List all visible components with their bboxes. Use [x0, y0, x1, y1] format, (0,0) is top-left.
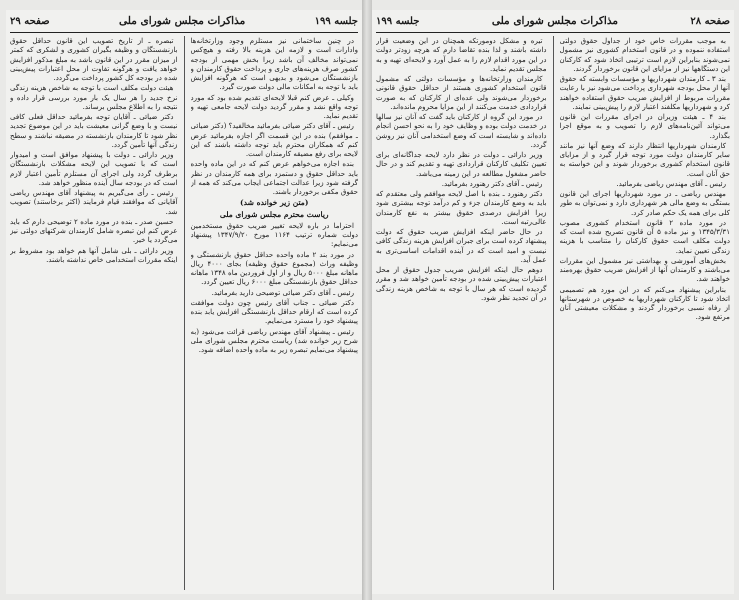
paragraph: حسین صدر ـ بنده در مورد ماده ۲ توضیحی دارم که باید عرض کنم این تبصره شامل کارمندان شرکتهای دولتی نیز می‌گردد یا خیر. — [10, 216, 178, 245]
left-page-header — [10, 10, 358, 33]
left-page-number: صفحه ۲۹ — [10, 15, 50, 27]
right-page — [372, 10, 734, 594]
right-page-header — [376, 10, 730, 33]
paragraph: در چنین ساختمانی نیز مستلزم وجود وزارتخانه‌ها وادارات است و لازمه این هزینه بالا رفته و هیچ‌کس نمی‌تواند مخالف آن باشد زیرا بخش مهمی از بودجه کشور صرف هزینه‌های جاری و پرداخت حقوق کارمندان و بازنشستگان می‌شود و بدیهی است که هرگونه افزایش باید با توجه به امکانات مالی دولت صورت گیرد. — [190, 36, 358, 92]
paragraph: بخش‌های آموزشی و بهداشتی نیز مشمول این مقررات می‌باشند و کارمندان آنها از افزایش ضریب حقوق بهره‌مند خواهند شد. — [559, 255, 730, 284]
paragraph: وزیر دارائی ـ بلی شامل آنها هم خواهد بود مشروط بر اینکه مقررات استخدامی خاص نداشته باشند. — [10, 245, 178, 264]
paragraph: بند ۴ ـ هیئت وزیران در اجرای مقررات این قانون می‌تواند آئین‌نامه‌های لازم را تصویب و به موقع اجرا بگذارد. — [559, 112, 730, 140]
paragraph: هیئت دولت مکلف است با توجه به شاخص هزینه زندگی نرخ جدید را هر سال یک بار مورد بررسی قرار داده و نتیجه را به اطلاع مجلس برساند. — [10, 83, 178, 111]
paragraph: وزیر دارائی ـ دولت با پیشنهاد موافق است و امیدوار است که با تصویب این لایحه مشکلات بازنشستگان برطرف گردد ولی اجرای آن مستلزم تأمین اعتبار لازم است که در بودجه سال آینده منظور خواهد شد. — [10, 150, 178, 187]
paragraph: در مورد ماده ۲ قانون استخدام کشوری مصوب ۱۳۴۵/۳/۳۱ و نیز ماده ۵ آن قانون تصریح شده است که دولت مکلف است حقوق کارکنان را متناسب با هزینه زندگی تعیین نماید. — [559, 217, 730, 255]
left-page-columns — [10, 36, 358, 590]
right-page-column-right — [560, 36, 731, 590]
paragraph: رئیس ـ آقای دکتر ضیائی بفرمائید مخالفید؟ (دکتر ضیائی ـ موافقم) بنده در این قسمت اگر اجازه بفرمائید عرض کنم که همکاران محترم باید توجه داشته باشند که این لایحه برای رفع مضیقه کارمندان است. — [190, 121, 358, 158]
paragraph: مهندس ریاضی ـ در مورد شهرداریها اجرای این قانون بستگی به وضع مالی هر شهرداری دارد و نمی‌توان به طور کلی برای همه یک حکم صادر کرد. — [559, 189, 730, 217]
paragraph: رئیس ـ پیشنهاد آقای مهندس ریاضی قرائت می‌شود (به شرح زیر خوانده شد) ریاست محترم مجلس شورای ملی پیشنهاد می‌نمایم تبصره زیر به ماده واحده اضافه شود. — [190, 326, 358, 354]
right-page-session: جلسه ۱۹۹ — [376, 15, 420, 27]
paragraph: بنابراین پیشنهاد می‌کنم که در این مورد هم تصمیمی اتخاذ شود تا کارکنان شهرداریها به خصوص در شهرستانها از رفاه نسبی برخوردار گردند و مشکلات معیشتی آنان مرتفع شود. — [559, 284, 730, 322]
column-divider — [553, 36, 554, 590]
paragraph: وکیلی ـ عرض کنم قبلا لایحه‌ای تقدیم شده بود که مورد توجه واقع نشد و مقرر گردید دولت لایحه جامعی تهیه و تقدیم نماید. — [190, 92, 358, 120]
column-divider — [184, 36, 185, 590]
paragraph: رئیس ـ آقای دکتر رهنورد بفرمائید. — [441, 178, 543, 188]
book-gutter — [362, 0, 372, 600]
paragraph: کارمندان شهرداریها انتظار دارند که وضع آنها نیز مانند سایر کارمندان دولت مورد توجه قرار گیرد و از مزایای قانون استخدام کشوری برخوردار شوند و این خواسته به حق آنان است. — [559, 140, 730, 178]
right-page-columns — [376, 36, 730, 590]
paragraph: دکتر ضیائی ـ آقایان توجه بفرمائید حداقل فعلی کافی نیست و با وضع گرانی معیشت باید در این موضوع تجدید نظر شود تا کارمندان بازنشسته در مضیقه نباشند و سطح زندگی آنها تأمین گردد. — [10, 112, 178, 149]
paragraph: تیره و مشکل دومورتکه همچنان در این وضعیت قرار داشته باشند و لذا بنده تقاضا دارم که هرچه زودتر دولت در این مورد اقدام لازم را به عمل آورد و لایحه‌ای تهیه و به مجلس تقدیم نماید. — [376, 36, 547, 73]
right-page-column-left — [376, 36, 547, 590]
right-page-title: مذاکرات مجلس شورای ملی — [491, 15, 618, 27]
paragraph: دوهم حال اینکه افزایش ضریب جدول حقوق از محل اعتبارات پیش‌بینی شده در بودجه تأمین خواهد شد و مقرر گردیده است که هر سال با توجه به شاخص هزینه زندگی در آن تجدید نظر شود. — [376, 265, 547, 302]
paragraph: در حال حاضر اینکه افزایش ضریب حقوق که دولت پیشنهاد کرده است برای جبران افزایش هزینه زندگی کافی نیست و امید است که در آینده اقدامات اساسی‌تری به عمل آید. — [376, 227, 547, 264]
left-page-session: جلسه ۱۹۹ — [314, 15, 358, 27]
left-page-column-left — [10, 36, 178, 590]
paragraph: دکتر رهنورد ـ بنده با اصل لایحه موافقم ولی معتقدم که باید به وضع کارمندان جزء و کم درآمد توجه بیشتری شود زیرا افزایش درصدی حقوق بیشتر به نفع کارمندان عالی‌رتبه است. — [376, 189, 547, 226]
paragraph: بند ۳ ـ کارمندان شهرداریها و مؤسسات وابسته که حقوق آنها از محل بودجه شهرداری پرداخت می‌شود نیز با رعایت مقررات مربوط از افزایش ضریب حقوق استفاده خواهند کرد و شهرداریها مکلفند اعتبار لازم را پیش‌بینی نمایند. — [559, 74, 730, 111]
paragraph: وزیر دارائی ـ دولت در نظر دارد لایحه جداگانه‌ای برای تعیین تکلیف کارکنان قراردادی تهیه و تقدیم کند و در حال حاضر مشغول مطالعه در این زمینه می‌باشد. — [376, 150, 547, 178]
paragraph: کارمندان وزارتخانه‌ها و مؤسسات دولتی که مشمول قانون استخدام کشوری هستند از حداقل حقوق قانونی برخوردار می‌شوند ولی عده‌ای از کارکنان که به صورت قراردادی خدمت می‌کنند از این مزایا محروم مانده‌اند. — [376, 74, 547, 111]
paragraph: رئیس ـ رأی می‌گیریم به پیشنهاد آقای مهندس ریاضی آقایانی که موافقند قیام فرمایند (اکثر برخاستند) تصویب شد. — [10, 188, 178, 216]
right-page-number: صفحه ۲۸ — [690, 15, 730, 27]
paragraph: بنده اجازه می‌خواهم عرض کنم که در این ماده واحده باید حداقل حقوق و دستمزد برای همه کارمندان در نظر گرفته شود زیرا عدالت اجتماعی ایجاب می‌کند که همه از حقوق مکفی برخوردار باشند. — [190, 159, 358, 196]
paragraph: به موجب مقررات خاص خود از جداول حقوق دولتی استفاده ننموده و در قانون استخدام کشوری نیز مشمول نمی‌شوند بنابراین لازم است ترتیبی اتخاذ شود که کارکنان این دستگاهها نیز از مزایای این قانون برخوردار گردند. — [559, 36, 730, 73]
paragraph: تبصره ـ از تاریخ تصویب این قانون حداقل حقوق بازنشستگان و وظیفه بگیران کشوری و لشکری که کمتر از میزان مقرر در این قانون باشد به مبلغ مذکور افزایش خواهد یافت و هرگونه تفاوت از محل اعتبارات پیش‌بینی شده در بودجه کل کشور پرداخت می‌گردد. — [10, 36, 178, 82]
paragraph: دکتر ضیائی ـ جناب آقای رئیس چون دولت موافقت کرده است که ارقام حداقل بازنشستگی افزایش یابد بنده پیشنهاد خود را مسترد می‌نمایم. — [190, 297, 358, 326]
paragraph: احتراما در باره لایحه تغییر ضریب حقوق مستخدمین دولت شماره ترتیب ۱۱۶۴ مورخ ۱۳۴۷/۹/۲۰ پیشنهاد می‌نمایم: — [190, 220, 358, 249]
left-page-column-right — [191, 36, 359, 590]
paragraph: رئیس ـ آقای مهندس ریاضی بفرمائید. — [616, 178, 726, 188]
paragraph-heading: (متن زیر خوانده شد) — [240, 198, 309, 208]
paragraph: در مورد بند ۲ ماده واحده حداقل حقوق بازنشستگی و وظیفه وراث (مجموع حقوق وظیفه) بجای ۴۰۰۰ ریال ماهانه مبلغ ۵۰۰۰ ریال و از اول فروردین ماه ۱۳۴۸ ماهانه حداقل حقوق بازنشستگی مبلغ ۶۰۰۰ ریال تعیین گردد. — [190, 249, 358, 287]
paragraph-heading: ریاست محترم مجلس شورای ملی — [219, 209, 329, 219]
paragraph: رئیس ـ آقای دکتر ضیائی توضیحی دارید بفرمائید. — [211, 287, 354, 297]
left-page-title: مذاکرات مجلس شورای ملی — [119, 15, 246, 27]
left-page — [6, 10, 362, 594]
paragraph: در مورد این گروه از کارکنان باید گفت که آنان نیز سالها در خدمت دولت بوده و وظایف خود را به نحو احسن انجام داده‌اند و شایسته است که وضع استخدامی آنان نیز روشن گردد. — [376, 112, 547, 149]
